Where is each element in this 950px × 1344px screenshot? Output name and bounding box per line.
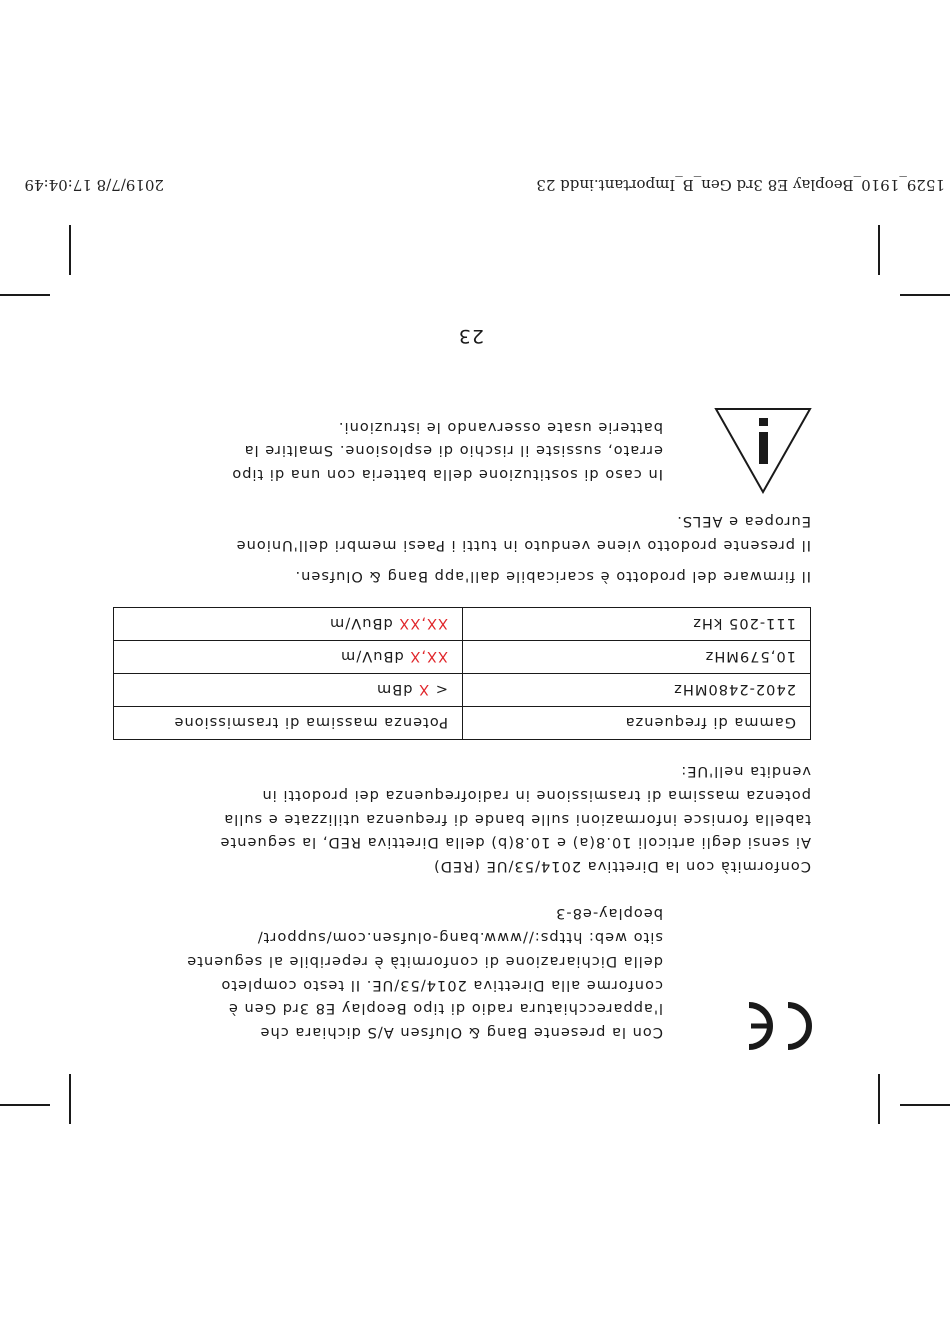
crop-mark [70,225,72,275]
section-heading: Conformità con la Direttiva 2014/53/UE (RED) [433,858,811,875]
firmware-note [295,564,812,588]
text-line: beoplay-e8-3 [555,905,663,923]
text-line: conforme alla Direttiva 2014/53/UE. Il testo completo [220,976,663,994]
text-line: vendita nell'UE: [680,763,811,781]
text-line: Ai sensi degli articoli 10.8(a) e 10.8(b) della Direttiva RED, la seguente [219,834,811,852]
table-row [114,608,811,641]
ce-mark-icon [743,1001,815,1051]
header-frequency-range: Gamma di frequenza [463,707,811,740]
frequency-cell: 2402-2480MHz [463,674,811,707]
text-line: Europea e AELS. [676,513,811,531]
frequency-power-table [113,607,811,740]
frequency-cell: 111-205 kHz [463,608,811,641]
crop-mark [879,1074,881,1124]
table-row [114,641,811,674]
header-max-power: Potenza massima di trasmissione [114,707,463,740]
declaration-text [186,902,663,1044]
text-line: potenza massima di trasmissione in radiofrequenza dei prodotti in [261,786,811,804]
crop-mark [0,295,50,297]
battery-warning-text [231,415,663,486]
power-placeholder: X [418,681,430,699]
text-line: sito web: https://www.bang-olufsen.com/support/ [256,929,663,947]
power-placeholder: XX,XX [398,615,448,633]
warning-triangle-icon [714,406,812,494]
text-line: della Dichiarazione di conformità è reperibile al seguente [186,952,663,970]
table-header-row [114,707,811,740]
power-cell: XX,X dBuV/m [114,641,463,674]
red-directive-text [220,759,811,878]
crop-mark [900,295,950,297]
text-line: Con la presente Bang & Olufsen A/S dichiara che [259,1024,663,1041]
crop-mark [879,225,881,275]
eu-sale-note [236,510,811,557]
frequency-cell: 10,579MHz [463,641,811,674]
power-placeholder: XX,X [409,648,448,666]
slug-filename: 1529_1910_Beoplay E8 3rd Gen_B_Important.indd 23 [536,176,945,194]
text-line: Il firmware del prodotto è scaricabile dall'app Bang & Olufsen. [294,568,811,585]
text-line: batterie usate osservando le istruzioni. [337,418,663,436]
slug-datetime: 2019/7/8 17:04:49 [24,176,164,194]
text-line: tabella fornisce informazioni sulle bande di frequenza utilizzate e sulla [223,810,811,828]
power-cell: XX,XX dBuV/m [114,608,463,641]
text-line: Il presente prodotto viene venduto in tutti i Paesi membri dell'Unione [235,537,811,554]
text-line: l'apparecchiatura radio di tipo Beoplay E8 3rd Gen è [227,1000,663,1018]
page-number: 23 [457,325,484,347]
text-line: errato, sussiste il rischio di esplosione. Smaltire la [243,442,663,460]
text-line: In caso di sostituzione della batteria con una di tipo [231,466,663,483]
power-cell: < X dBm [114,674,463,707]
crop-mark [900,1105,950,1107]
crop-mark [0,1105,50,1107]
crop-mark [70,1074,72,1124]
table-row [114,674,811,707]
